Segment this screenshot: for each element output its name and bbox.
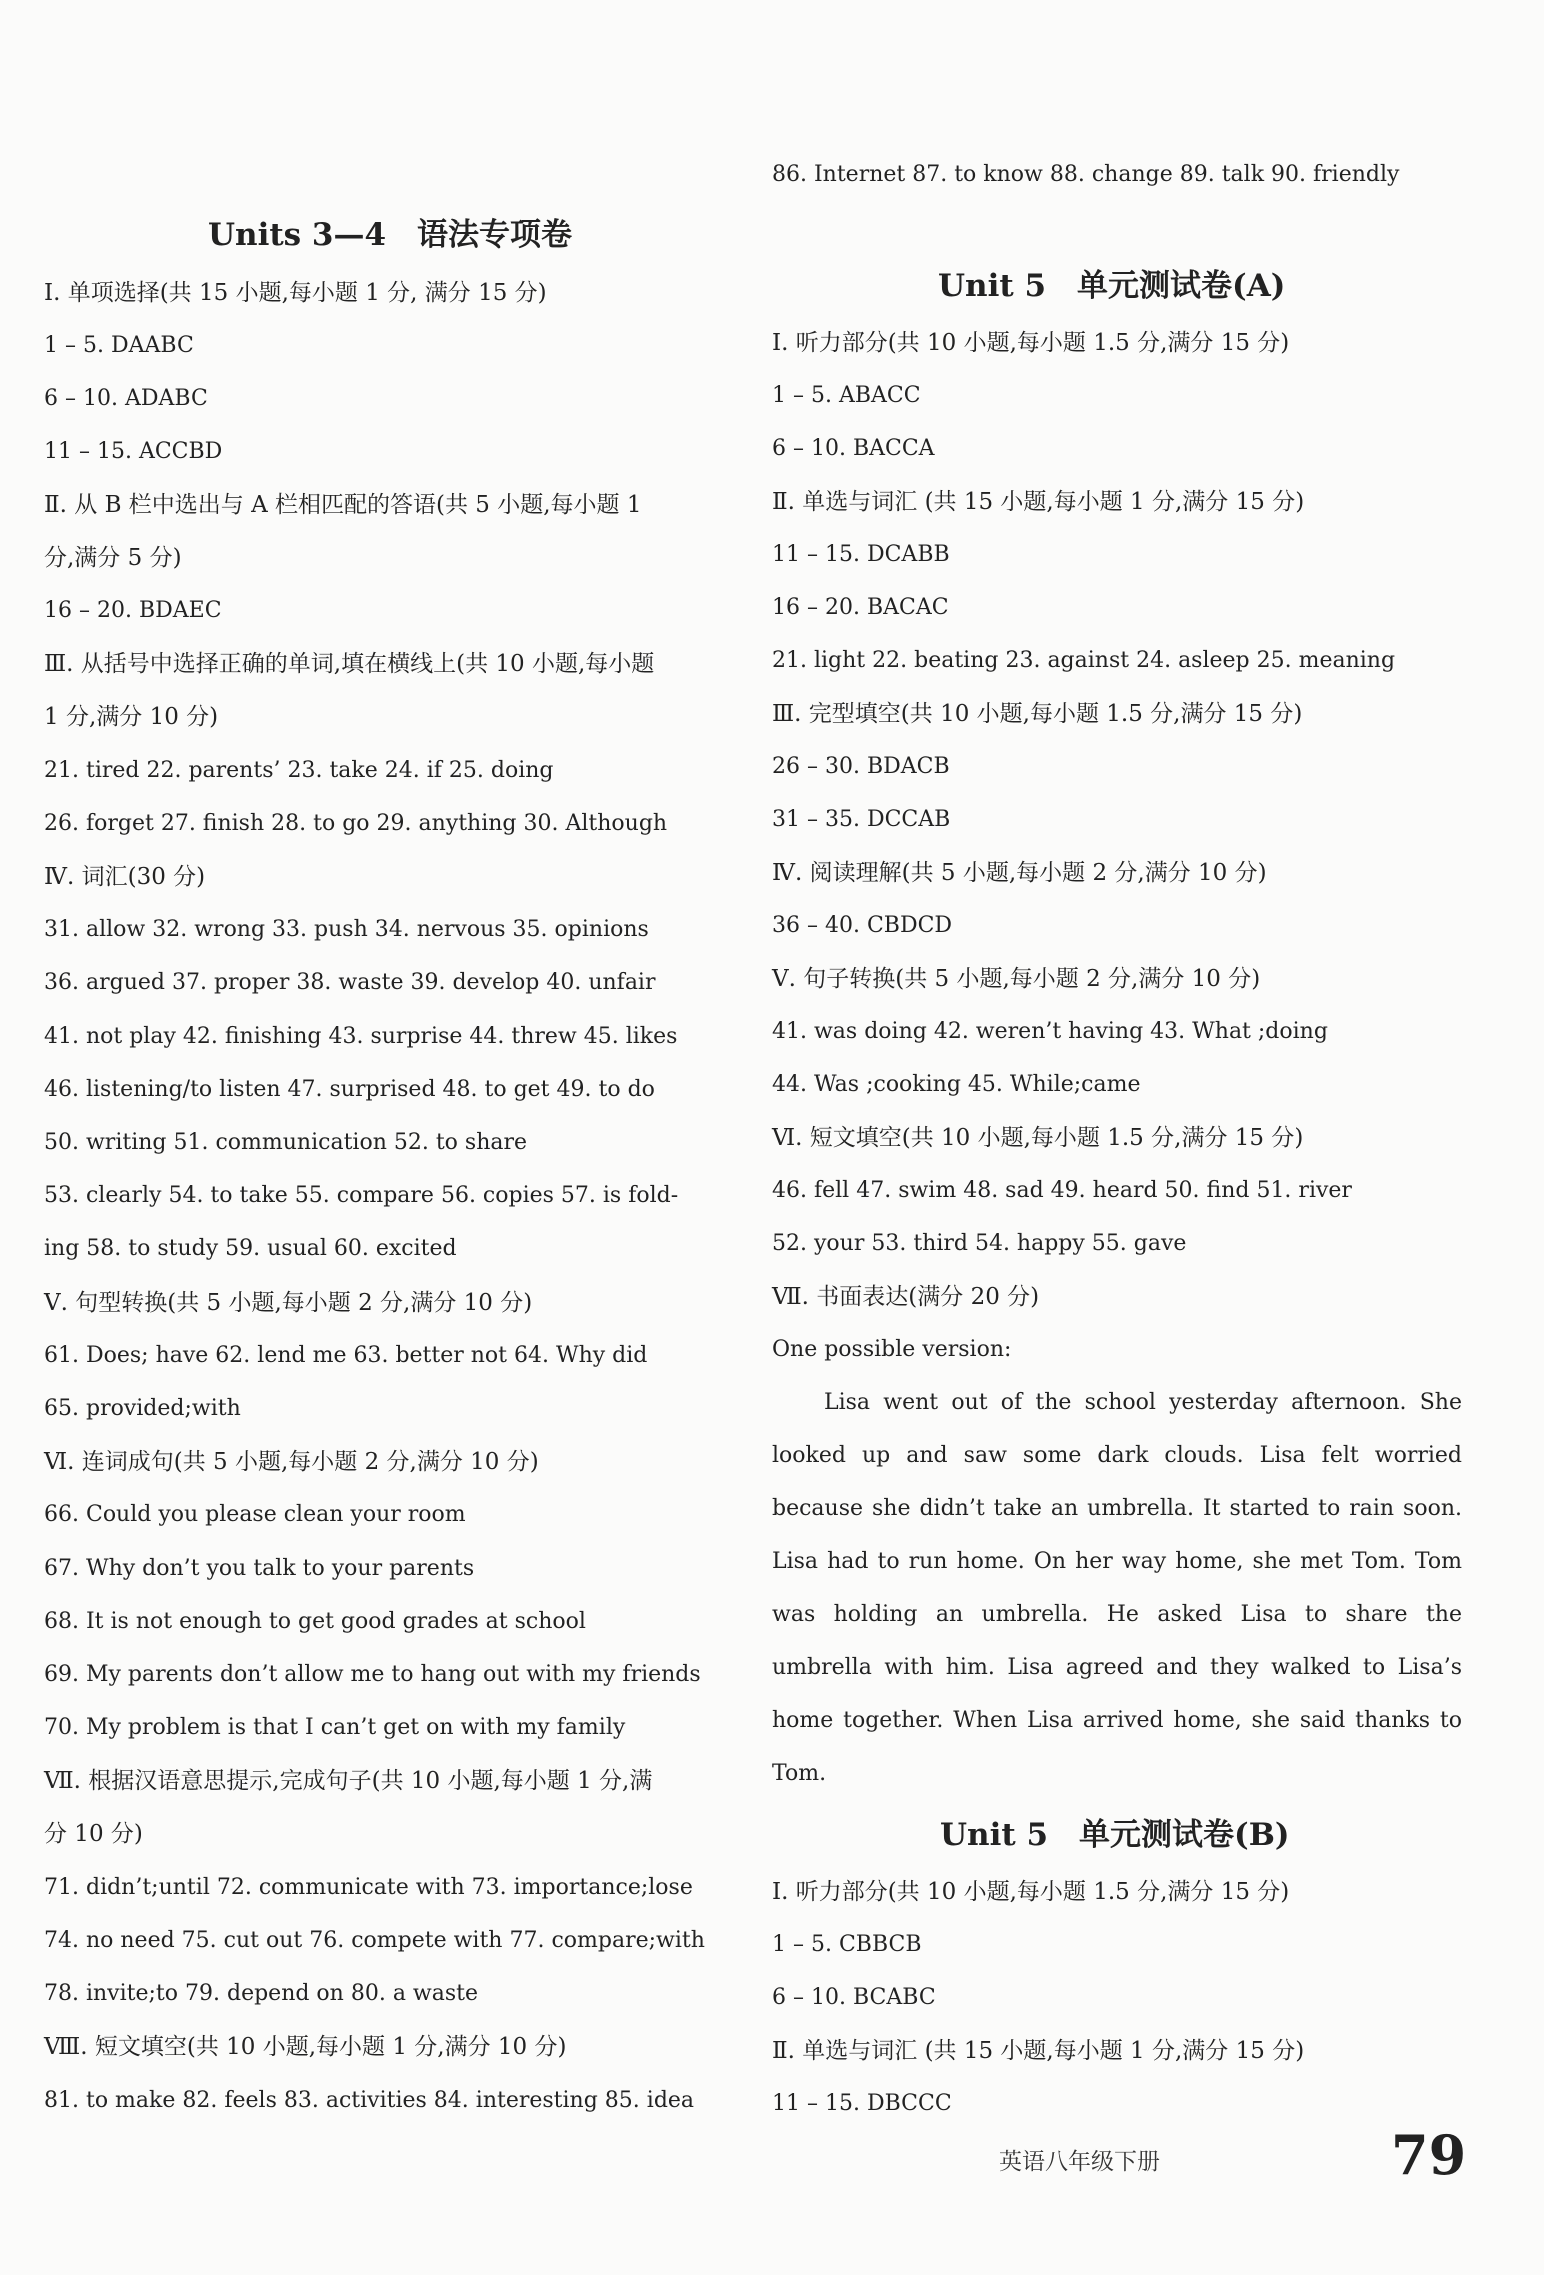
answer-line: 21. light 22. beating 23. against 24. asleep 25. meaning: [772, 648, 1396, 673]
answer-line: 68. It is not enough to get good grades at school: [44, 1609, 586, 1634]
answer-line: 11 – 15. DCABB: [772, 542, 950, 567]
answer-line: 69. My parents don’t allow me to hang out with my friends: [44, 1662, 701, 1687]
answer-line: ing 58. to study 59. usual 60. excited: [44, 1236, 457, 1261]
answer-line: 36 – 40. CBDCD: [772, 913, 953, 938]
answer-line: One possible version:: [772, 1337, 1012, 1362]
answer-line: 21. tired 22. parents’ 23. take 24. if 25. doing: [44, 758, 554, 783]
answer-line: 分,满分 5 分): [44, 545, 182, 571]
page-number: 79: [1391, 2123, 1467, 2187]
answer-line: Ⅲ. 完型填空(共 10 小题,每小题 1.5 分,满分 15 分): [772, 701, 1303, 727]
answer-line: 66. Could you please clean your room: [44, 1502, 466, 1527]
answer-line: 46. listening/to listen 47. surprised 48. to get 49. to do: [44, 1077, 655, 1102]
answer-line: 11 – 15. ACCBD: [44, 439, 223, 464]
answer-line: 41. not play 42. finishing 43. surprise 44. threw 45. likes: [44, 1024, 678, 1049]
answer-line: 16 – 20. BDAEC: [44, 598, 222, 623]
answer-line: Ⅳ. 词汇(30 分): [44, 864, 206, 890]
answer-line: 70. My problem is that I can’t get on with my family: [44, 1715, 626, 1740]
answer-line: Ⅵ. 短文填空(共 10 小题,每小题 1.5 分,满分 15 分): [772, 1125, 1304, 1151]
answer-line: 44. Was ;cooking 45. While;came: [772, 1072, 1141, 1097]
answer-line: 6 – 10. BCABC: [772, 1985, 936, 2010]
answer-line: Ⅱ. 单选与词汇 (共 15 小题,每小题 1 分,满分 15 分): [772, 489, 1305, 515]
answer-line: 分 10 分): [44, 1821, 143, 1847]
answer-line: 31 – 35. DCCAB: [772, 807, 951, 832]
answer-line: 65. provided;with: [44, 1396, 241, 1421]
section-title-unit-5-b: Unit 5 单元测试卷(B): [940, 1817, 1290, 1853]
answer-line: 52. your 53. third 54. happy 55. gave: [772, 1231, 1187, 1256]
answer-line: 86. Internet 87. to know 88. change 89. talk 90. friendly: [772, 162, 1400, 187]
answer-line: 26. forget 27. finish 28. to go 29. anything 30. Although: [44, 811, 668, 836]
answer-line: Ⅰ. 听力部分(共 10 小题,每小题 1.5 分,满分 15 分): [772, 330, 1290, 356]
answer-line: Ⅱ. 单选与词汇 (共 15 小题,每小题 1 分,满分 15 分): [772, 2038, 1305, 2064]
book-title-footer: 英语八年级下册: [999, 2149, 1160, 2175]
section-title-unit-5-a: Unit 5 单元测试卷(A): [938, 268, 1286, 304]
answer-line: 1 – 5. DAABC: [44, 333, 194, 358]
answer-line: 53. clearly 54. to take 55. compare 56. copies 57. is fold-: [44, 1183, 679, 1208]
answer-line: 26 – 30. BDACB: [772, 754, 950, 779]
answer-line: 41. was doing 42. weren’t having 43. What ;doing: [772, 1019, 1328, 1044]
answer-line: 67. Why don’t you talk to your parents: [44, 1556, 475, 1581]
section-title-units-3-4: Units 3—4 语法专项卷: [208, 217, 573, 253]
answer-line: 61. Does; have 62. lend me 63. better not 64. Why did: [44, 1343, 648, 1368]
answer-line: 81. to make 82. feels 83. activities 84. interesting 85. idea: [44, 2088, 695, 2113]
answer-line: Ⅵ. 连词成句(共 5 小题,每小题 2 分,满分 10 分): [44, 1449, 539, 1475]
answer-line: Ⅷ. 短文填空(共 10 小题,每小题 1 分,满分 10 分): [44, 2034, 567, 2060]
answer-line: 71. didn’t;until 72. communicate with 73. importance;lose: [44, 1875, 693, 1900]
answer-line: 16 – 20. BACAC: [772, 595, 949, 620]
answer-line: 74. no need 75. cut out 76. compete with 77. compare;with: [44, 1928, 705, 1953]
answer-line: 50. writing 51. communication 52. to share: [44, 1130, 528, 1155]
answer-line: 46. fell 47. swim 48. sad 49. heard 50. find 51. river: [772, 1178, 1352, 1203]
answer-line: 11 – 15. DBCCC: [772, 2091, 952, 2116]
answer-line: Ⅳ. 阅读理解(共 5 小题,每小题 2 分,满分 10 分): [772, 860, 1267, 886]
answer-line: 78. invite;to 79. depend on 80. a waste: [44, 1981, 479, 2006]
answer-line: 6 – 10. ADABC: [44, 386, 208, 411]
answer-line: 1 – 5. ABACC: [772, 383, 921, 408]
answer-line: Ⅶ. 书面表达(满分 20 分): [772, 1284, 1040, 1310]
answer-line: 31. allow 32. wrong 33. push 34. nervous 35. opinions: [44, 917, 649, 942]
answer-line: 1 – 5. CBBCB: [772, 1932, 922, 1957]
answer-line: Ⅴ. 句子转换(共 5 小题,每小题 2 分,满分 10 分): [772, 966, 1261, 992]
answer-line: 36. argued 37. proper 38. waste 39. develop 40. unfair: [44, 970, 656, 995]
answer-line: 1 分,满分 10 分): [44, 704, 219, 730]
answer-line: Ⅰ. 单项选择(共 15 小题,每小题 1 分, 满分 15 分): [44, 280, 547, 306]
answer-line: Ⅱ. 从 B 栏中选出与 A 栏相匹配的答语(共 5 小题,每小题 1: [44, 492, 642, 518]
answer-line: Ⅶ. 根据汉语意思提示,完成句子(共 10 小题,每小题 1 分,满: [44, 1768, 653, 1794]
answer-line: Ⅴ. 句型转换(共 5 小题,每小题 2 分,满分 10 分): [44, 1290, 533, 1316]
answer-line: 6 – 10. BACCA: [772, 436, 935, 461]
answer-line: Ⅰ. 听力部分(共 10 小题,每小题 1.5 分,满分 15 分): [772, 1879, 1290, 1905]
answer-line: Ⅲ. 从括号中选择正确的单词,填在横线上(共 10 小题,每小题: [44, 651, 655, 677]
sample-essay: Lisa went out of the school yesterday afternoon. She looked up and saw some dark clouds. Lisa felt worried because she didn’t take an umbrella. It started to rain soon. Lisa had to run home. On her way home, she met Tom. Tom was holding an umbrella. He asked Lisa to share the umbrella with him. Lisa agreed and they walked to Lisa’s home together. When Lisa arrived home, she said thanks to Tom.: [772, 1390, 1462, 1786]
